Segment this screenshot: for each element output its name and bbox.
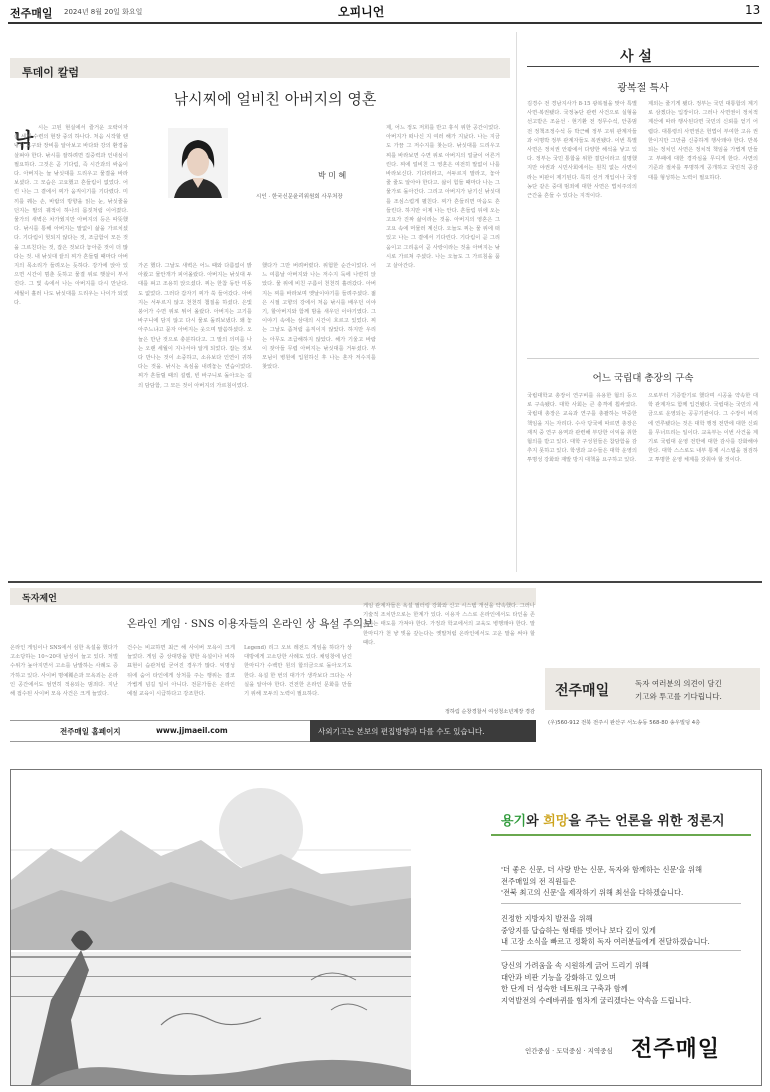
- ad-headline-mid: 와: [526, 814, 544, 829]
- editorial-tag-rule: [527, 66, 759, 67]
- reader-box-logo: 전주매일: [555, 683, 610, 699]
- ad-logo: 전주매일: [631, 1037, 721, 1062]
- editorial-title-2: 어느 국립대 총장의 구속: [592, 373, 694, 384]
- reader-box-address: (우)560-912 전북 전주시 완산구 서노송동 568-80 송우빌딩 4층: [548, 720, 701, 726]
- ad-headline-pre: 용기: [501, 814, 527, 829]
- homepage-bar: [10, 720, 310, 742]
- ad-headline: [501, 810, 725, 829]
- editorial-body-1-col1: 김경수 전 경남지사가 8·15 광복절을 맞아 특별사면·복권됐다. 국정농단 관련 사건으로 실형을 선고받은 조윤선 · 현기환 전 정무수석, 안종범 전 정책조정수석 등 박근혜 정부 고위 관계자들과 이명박 정부 관계자들도 복권됐다. 이번 특별사면은 정치권 안팎에서 다양한 해석을 낳고 있다. 정부는 국민 통합을 위한 결단이라고 설명했지만 야권과 시민사회에서는 원칙 없는 사면이라는 비판이 제기된다. 특히 선거 개입이나 국정농단 같은 중대 범죄에 대한 사면은 법치주의의 근간을 흔들 수 있다는 지적이다.: [527, 101, 637, 200]
- ad-paragraph-2: 진정한 지방자치 발전을 위해 중앙지를 답습하는 형태를 벗어나 보다 깊이 있게 내 고장 소식을 빠르고 정확히 독자 여러분들에게 전달하겠습니다.: [501, 914, 710, 946]
- editorial-title-1: 광복절 특사: [617, 83, 669, 94]
- author-role: 시인 · 한국신문윤리위원회 사무처장: [256, 194, 343, 200]
- editorial-tag: 사 설: [620, 49, 652, 65]
- page-number: 13: [745, 3, 761, 17]
- reader-col1: 온라인 게임이나 SNS에서 심한 욕설을 했다가 고소당하는 10~20대 남성이 늘고 있다. 처벌 수위가 높아지면서 고소를 남발하는 사례도 증가하고 있다. 사이버 명예훼손과 모욕죄는 온라인 공간에서도 엄연히 적용되는 범죄다. 지난 해 접수된 사이버 모욕 사건은 크게 늘었다.: [10, 645, 118, 698]
- masthead-paper: 전주매일: [10, 7, 53, 20]
- reader-author: 정하림 순창경찰서 여성청소년계장 경감: [444, 709, 535, 715]
- ad-paragraph-1: '더 좋은 신문, 더 사랑 받는 신문, 독자와 함께하는 신문'을 위해 전주매일의 전 직원들은 '전북 최고의 신문'을 제작하기 위해 최선을 다하겠습니다.: [501, 865, 703, 897]
- drop-cap: 낚: [14, 128, 34, 152]
- column-text-col3: 했다가 그만 버려버렸다. 위험한 순간이었다. 어느 여름날 아버지와 나는 저수지 둑에 나란히 앉았다. 물 위에 비친 구름이 천천히 흘러갔다. 아버지는 찌를 바라보며 옛날이야기를 들려주셨다. 젊은 시절 고향의 강에서 처음 낚시를 배우던 이야기, 할아버지와 함께 밤을 새우던 이야기였다. 그 이야기 속에는 삼대의 시간이 흐르고 있었다. 찌는 그날도 좀처럼 움직이지 않았다. 하지만 우리는 아무도 조급해하지 않았다. 해가 기울고 바람이 잦아들 무렵 아버지는 낚싯대를 거두셨다. 부모님이 병원에 입원하신 후 나는 혼자 저수지를 찾았다.: [262, 263, 376, 371]
- ad-headline-highlight: 희망: [543, 814, 569, 829]
- homepage-label: 전주매일 홈페이지: [60, 727, 121, 736]
- ad-illustration: [11, 770, 411, 1085]
- notice-text: 사외기고는 본보의 편집방향과 다를 수도 있습니다.: [318, 727, 485, 736]
- ad-tagline: 인간중심 · 도덕중심 · 지역중심: [525, 1047, 613, 1055]
- masthead-date: 2024년 8월 20일 화요일: [64, 8, 143, 16]
- column-title: 낚시찌에 얼비친 아버지의 영혼: [173, 90, 377, 108]
- editorial-body-2-col1: 국립대학교 총장이 연구비를 유용한 혐의 등으로 구속됐다. 대학 사회는 큰 충격에 휩싸였다. 국립대 총장은 교육과 연구를 총괄하는 막중한 책임을 지는 자리다. 수사 당국에 따르면 총장은 재직 중 연구 용역과 관련해 부당한 이익을 취한 혐의를 받고 있다. 대학 구성원들은 참담함을 감추지 못하고 있다. 학생과 교수들은 대학 운영의 투명성 강화와 재발 방지 대책을 요구하고 있다.: [527, 393, 637, 464]
- editorial-body-1-col2: 제외는 줄기게 됐다. 정부는 국민 대통합의 계기로 삼겠다는 입장이다. 그러나 사면권이 정치적 계산에 따라 행사된다면 국민의 신뢰를 얻기 어렵다. 대통령의 사면권은 헌법이 부여한 고유 권한이지만 그만큼 신중하게 행사돼야 한다. 반복되는 정치인 사면은 정치적 책임을 가볍게 만들고 부패에 대한 경각심을 무디게 한다. 사면의 기준과 절차를 투명하게 공개하고 국민적 공감대를 형성하는 노력이 필요하다.: [648, 101, 758, 181]
- reader-top-rule: [8, 581, 762, 583]
- header-rule: [8, 22, 762, 24]
- reader-col4: 게임 관계자들은 욕설 필터링 강화와 신고 시스템 개선을 약속했다. 그러나 기술적 조치만으로는 한계가 있다. 이용자 스스로 온라인에서도 타인을 존중하는 태도를 가져야 한다. 가정과 학교에서의 교육도 병행돼야 한다. 말 한마디가 천 냥 빚을 갚는다는 옛말처럼 온라인에서도 고운 말을 써야 할 때다.: [363, 603, 535, 646]
- editorial-mid-rule: [527, 358, 759, 359]
- column-divider: [516, 32, 517, 572]
- ad-block: [10, 769, 762, 1086]
- ad-rule-2: [501, 950, 741, 951]
- homepage-url[interactable]: www.jjmaeil.com: [156, 726, 228, 735]
- editorial-body-2-col2: 으로부터 기증받기로 했다며 시공을 약속한 대학 관계자도 함께 입건됐다. 국립대는 국민의 세금으로 운영되는 공공기관이다. 그 수장이 비리에 연루됐다는 것은 대학 행정 전반에 대한 신뢰를 무너뜨리는 일이다. 교육부는 이번 사건을 계기로 국립대 운영 전반에 대한 감사를 강화해야 한다. 대학 스스로도 내부 통제 시스템을 점검하고 투명한 운영 체계를 갖춰야 할 것이다.: [648, 393, 758, 464]
- section-name: 오피니언: [338, 5, 385, 19]
- column-tag-bar: [10, 58, 510, 78]
- ad-rule-1: [501, 903, 741, 904]
- column-text-col2: 가곤 했다. 그날도 새벽은 어느 때와 다름없이 밝아왔고 물안개가 피어올랐다. 아버지는 낚싯대 두 대를 펴고 조용히 앉으셨다. 찌는 한참 동안 미동도 없었다. 그러다 갑자기 찌가 쑥 들어갔다. 아버지는 서두르지 않고 천천히 챔질을 하셨다. 은빛 붕어가 수면 위로 튀어 올랐다. 아버지는 고기를 바구니에 담지 않고 다시 물로 돌려보냈다. 왜 놓아주느냐고 묻자 아버지는 웃으며 말씀하셨다. 오늘은 만난 것으로 충분하다고. 그 말의 의미를 나는 오랜 세월이 지나서야 알게 되었다. 잡는 것보다 만나는 것이 소중하고, 소유보다 인연이 귀하다는 것을. 낚시는 욕심을 내려놓는 연습이었다. 찌가 흔들릴 때의 설렘, 빈 바구니로 돌아오는 길의 담담함, 그 모든 것이 아버지의 가르침이었다.: [138, 263, 252, 389]
- reader-box: [545, 668, 760, 710]
- reader-box-line2: 기고와 투고를 기다립니다.: [635, 692, 722, 701]
- reader-col3: Legend) 리그 오브 레전드 게임을 하다가 상대방에게 고소당한 사례도 있다. 채팅창에 남긴 한마디가 수백만 원의 합의금으로 돌아오기도 한다. 욕설 한 번의 대가가 생각보다 크다는 사실을 알아야 한다. 건전한 온라인 문화를 만들기 위해 모두의 노력이 필요하다.: [244, 645, 352, 698]
- column-text-col1: 시는 고된 현실에서 즐거운 오락이자 삶 세계 수련의 현장 중의 하나다. 처음 시작할 땐 낚시 도구와 장비를 알아보고 바다와 강의 환경을 살펴야 한다. 낚시를 잘하려면 집중력과 인내심이 필요하다. 그것은 곧 기다림, 즉 시간과의 싸움이다. 아버지는 늘 낚싯대를 드리우고 물결을 바라보셨다. 그 모습은 고요했고 흔들림이 없었다. 어린 나는 그 곁에서 찌가 움직이기를 기다렸다. 미끼를 꿰는 손, 바람의 방향을 읽는 눈, 낚싯줄을 던지는 팔의 궤적이 하나의 몸짓처럼 이어졌다. 물가의 새벽은 차가웠지만 아버지의 등은 따뜻했다. 낚시를 통해 아버지는 말없이 삶을 가르치셨다. 기다림이 헛되지 않다는 것, 조급함이 모든 것을 그르친다는 것, 잡은 것보다 놓아준 것이 더 많다는 것. 내 낚싯대 끝의 찌가 흔들릴 때마다 아버지의 목소리가 들려오는 듯하다. 강가에 앉아 있으면 시간이 멈춘 듯하고 물결 위로 햇살이 부서진다. 그 빛 속에서 나는 아버지를 다시 만난다. 세월이 흘러 나도 낚싯대를 드리우는 나이가 되었다.: [14, 125, 128, 306]
- reader-title: 온라인 게임 · SNS 이용자들의 온라인 상 욕설 주의보: [126, 618, 374, 630]
- notice-bar: [310, 720, 536, 742]
- reader-box-line1: 독자 여러분의 의견이 담긴: [635, 679, 722, 688]
- author-photo: [168, 128, 228, 198]
- author-name: 박 미 혜: [318, 171, 347, 180]
- ad-headline-rule: [491, 834, 751, 836]
- ad-headline-post: 을 주는 언론을 위한 정론지: [568, 814, 725, 829]
- reader-tag: 독자제언: [22, 594, 57, 604]
- column-tag: 투데이 칼럼: [22, 66, 79, 79]
- reader-col2: 건수는 비교하면 최근 해 사이버 모욕이 크게 늘었다. 게임 중 상대방을 향한 욕설이나 비하 표현이 습관처럼 굳어진 경우가 많다. 익명성 뒤에 숨어 타인에게 상처를 주는 행위는 결코 가볍게 넘길 일이 아니다. 전문가들은 온라인 예절 교육이 시급하다고 강조한다.: [127, 645, 235, 698]
- ad-paragraph-3: 당신의 가려움을 속 시원하게 긁어 드리기 위해 대안과 비판 기능을 강화하고 있으며 한 단계 더 성숙한 네트워크 구축과 함께 지역발전의 수레바퀴를 힘차게 굴리겠다는 약속을 드립니다.: [501, 961, 692, 1005]
- column-text-col4: 제, 어느 정도 저희를 반고 휴식 위한 공간이었다. 아버지가 떠나신 지 여러 해가 지났다. 나는 지금도 가끔 그 저수지를 찾는다. 낚싯대를 드리우고 찌를 바라보면 수면 위로 아버지의 얼굴이 어른거린다. 찌에 얼비친 그 영혼은 여전히 말없이 나를 바라보신다. 기다리라고, 서두르지 말라고, 놓아줄 줄도 알아야 한다고. 삶이 힘들 때마다 나는 그 물가로 돌아간다. 그리고 아버지가 남기신 낚싯대를 조심스럽게 펼친다. 찌가 흔들리면 마음도 흔들린다. 하지만 이제 나는 안다. 흔들림 뒤에 오는 고요가 진짜 삶이라는 것을. 아버지의 영혼은 그 고요 속에 머물러 계신다. 오늘도 찌는 물 위에 떠 있고 나는 그 곁에서 기다린다. 기다림이 곧 그리움이고 그리움이 곧 사랑이라는 것을 아버지는 낚시로 가르쳐 주셨다. 나는 오늘도 그 가르침을 품고 살아간다.: [386, 125, 500, 270]
